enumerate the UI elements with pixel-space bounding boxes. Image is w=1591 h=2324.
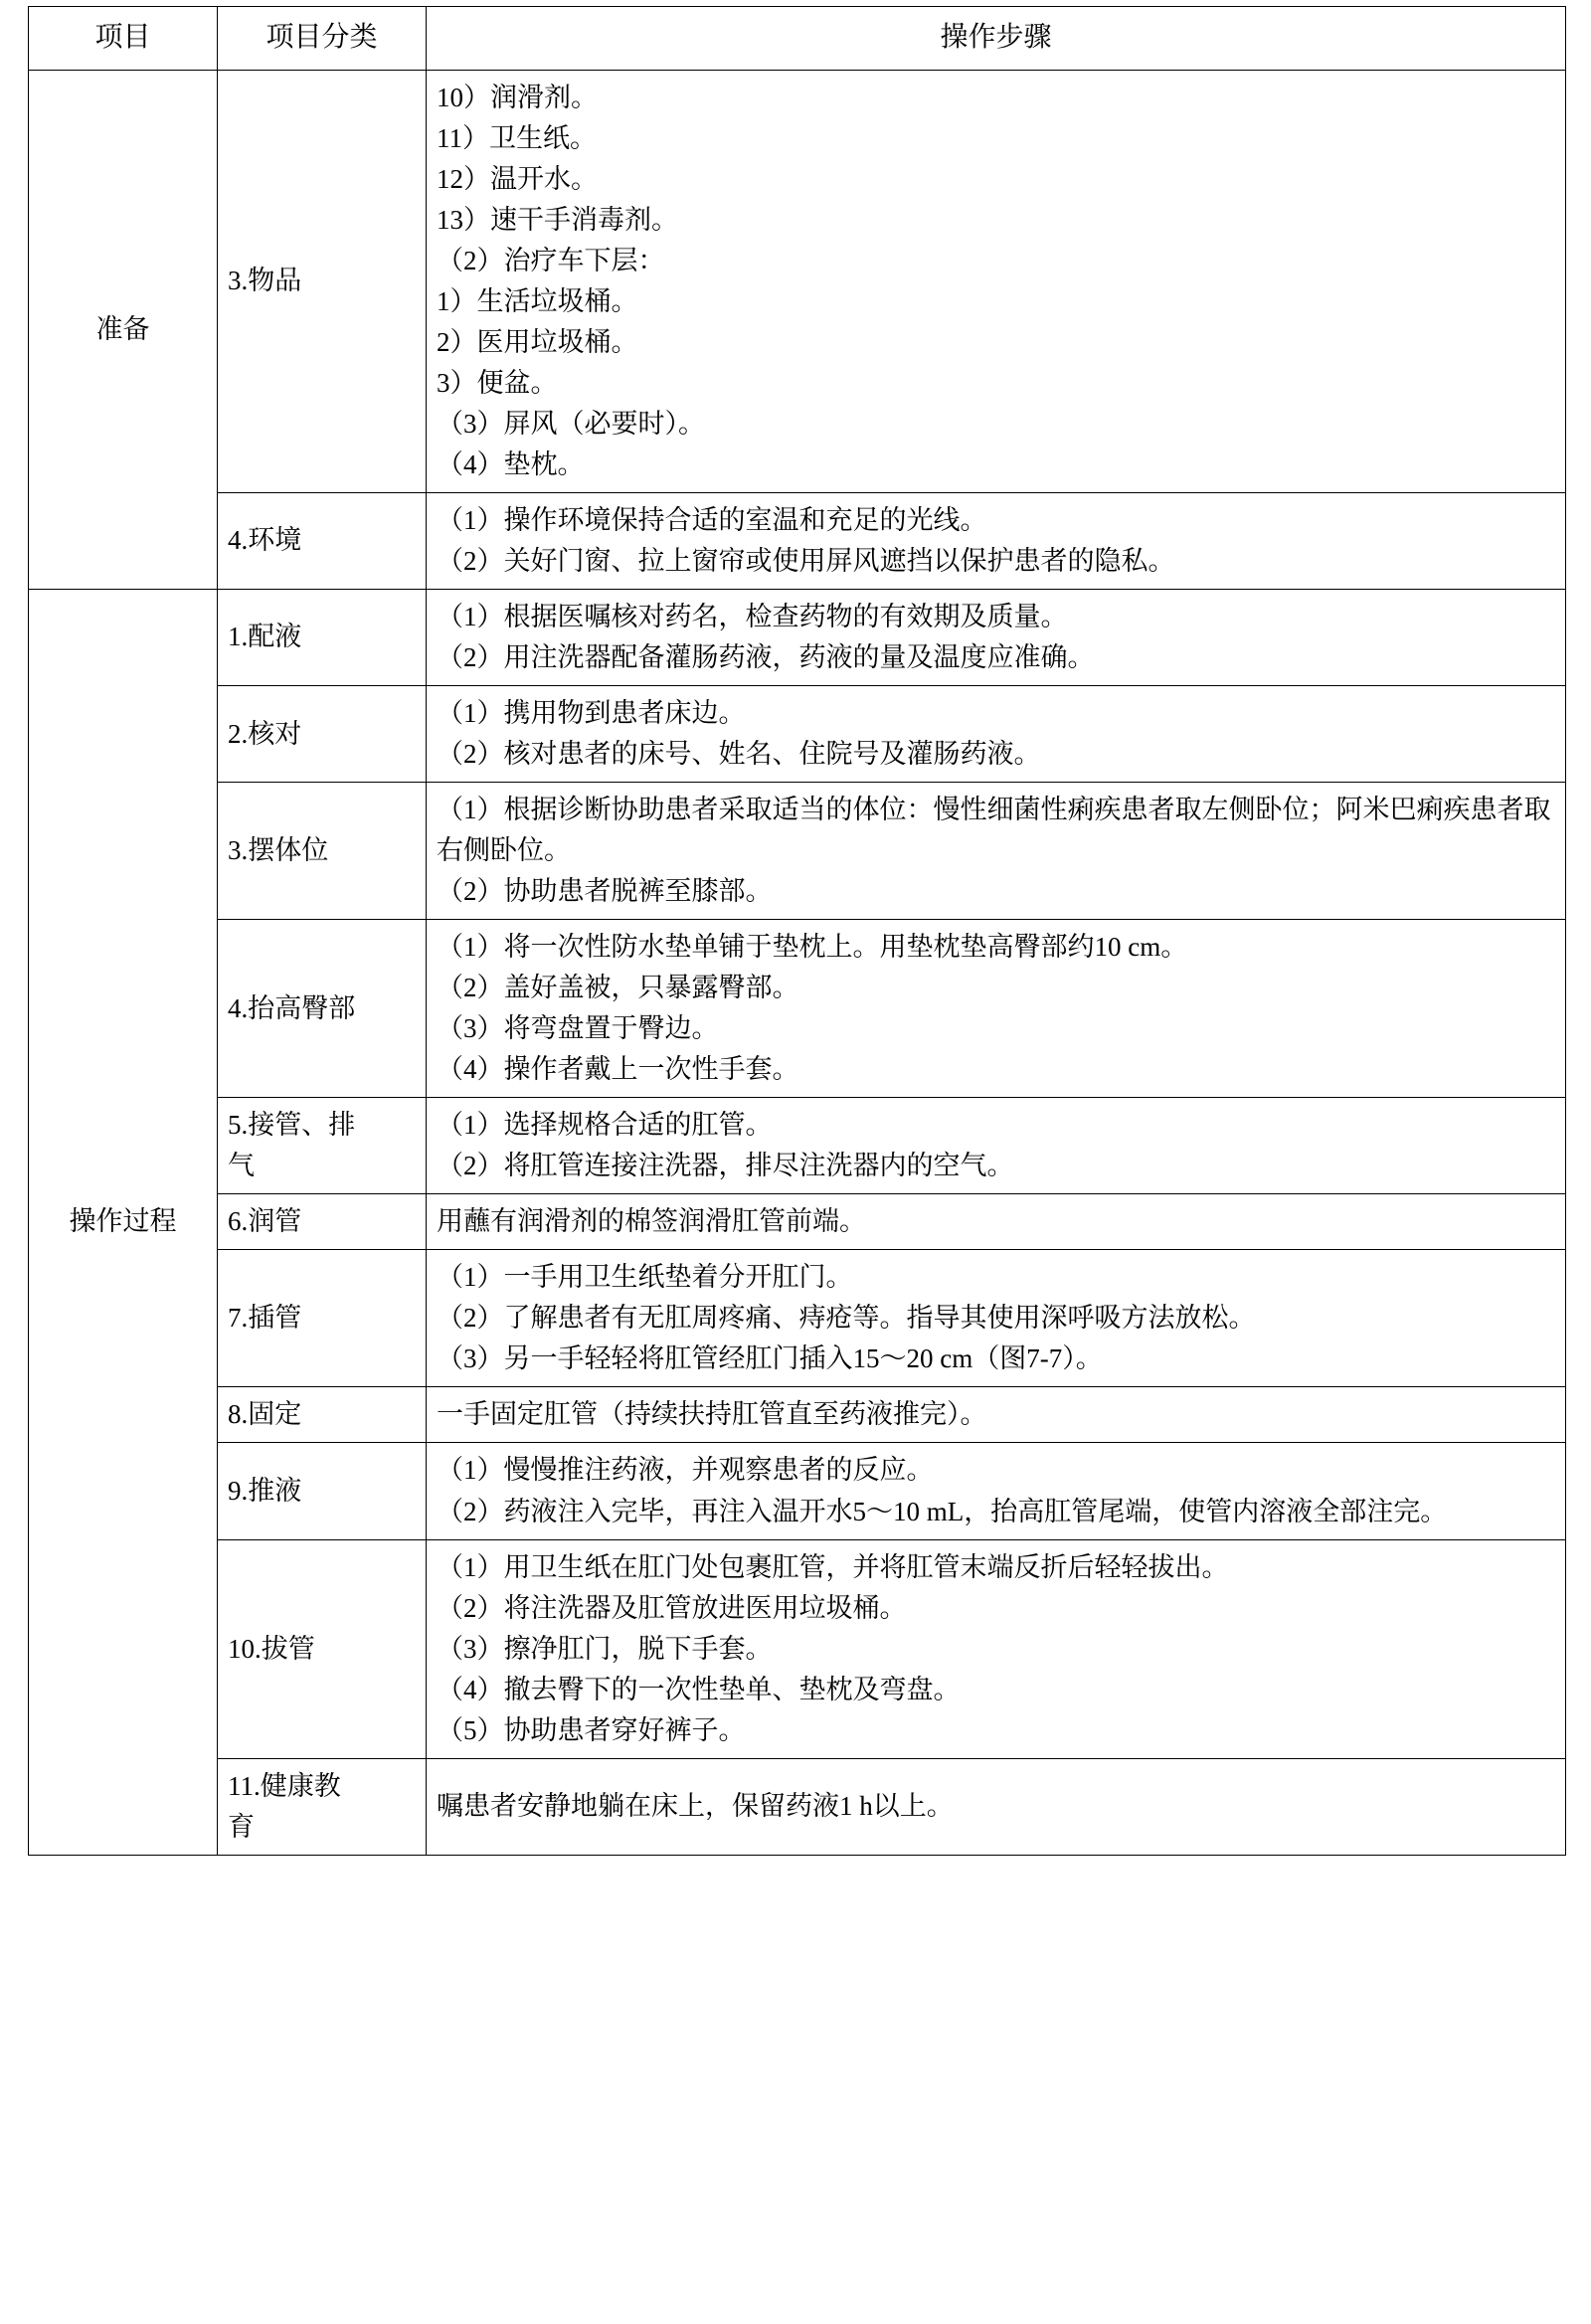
procedure-table bbox=[28, 6, 1566, 1856]
step-line: （1）携用物到患者床边。 bbox=[437, 697, 746, 728]
cell-subitem bbox=[218, 1387, 427, 1443]
cell-steps bbox=[427, 1387, 1566, 1443]
step-line: （2）协助患者脱裤至膝部。 bbox=[437, 876, 773, 907]
cell-subitem bbox=[218, 1250, 427, 1387]
step-line: （1）操作环境保持合适的室温和充足的光线。 bbox=[437, 504, 987, 535]
cell-steps bbox=[427, 70, 1566, 492]
table-row bbox=[29, 1387, 1566, 1443]
table-row bbox=[29, 920, 1566, 1098]
cell-steps bbox=[427, 1758, 1566, 1855]
column-header-item: 项目 bbox=[29, 7, 218, 71]
step-line: （4）撤去臀下的一次性垫单、垫枕及弯盘。 bbox=[437, 1674, 961, 1704]
subitem-line: 5.接管、排 bbox=[228, 1110, 356, 1141]
subitem-line: 4.环境 bbox=[228, 525, 302, 556]
subitem-line: 4.抬高臀部 bbox=[228, 992, 356, 1023]
table-row bbox=[29, 70, 1566, 492]
cell-steps bbox=[427, 1250, 1566, 1387]
table-body bbox=[29, 70, 1566, 1855]
cell-subitem bbox=[218, 685, 427, 782]
cell-category: 准备 bbox=[29, 70, 218, 589]
step-line: （1）用卫生纸在肛门处包裹肛管，并将肛管末端反折后轻轻拔出。 bbox=[437, 1551, 1229, 1582]
step-line: （2）核对患者的床号、姓名、住院号及灌肠药液。 bbox=[437, 739, 1041, 770]
cell-subitem bbox=[218, 589, 427, 685]
subitem-line: 10.拔管 bbox=[228, 1633, 315, 1664]
cell-steps bbox=[427, 920, 1566, 1098]
step-line: （1）选择规格合适的肛管。 bbox=[437, 1110, 773, 1141]
subitem-line: 9.推液 bbox=[228, 1476, 302, 1506]
step-line: （3）屏风（必要时）。 bbox=[437, 408, 705, 439]
step-line: 1）生活垃圾桶。 bbox=[437, 285, 638, 316]
table-row bbox=[29, 1758, 1566, 1855]
cell-category: 操作过程 bbox=[29, 589, 218, 1855]
step-line: 13）速干手消毒剂。 bbox=[437, 204, 678, 235]
table-row bbox=[29, 589, 1566, 685]
step-line: （1）一手用卫生纸垫着分开肛门。 bbox=[437, 1262, 853, 1293]
step-line: 11）卫生纸。 bbox=[437, 122, 597, 153]
step-line: （1）慢慢推注药液，并观察患者的反应。 bbox=[437, 1455, 934, 1486]
step-line: 嘱患者安静地躺在床上，保留药液1 h以上。 bbox=[437, 1791, 954, 1822]
step-line: （3）将弯盘置于臀边。 bbox=[437, 1013, 719, 1044]
table-header bbox=[29, 7, 1566, 71]
step-line: 一手固定肛管（持续扶持肛管直至药液推完）。 bbox=[437, 1399, 987, 1430]
step-line: （3）另一手轻轻将肛管经肛门插入15～20 cm（图7-7）。 bbox=[437, 1343, 1103, 1374]
subitem-line: 2.核对 bbox=[228, 718, 302, 749]
subitem-line: 6.润管 bbox=[228, 1206, 302, 1237]
step-line: （5）协助患者穿好裤子。 bbox=[437, 1714, 746, 1745]
step-line: （2）用注洗器配备灌肠药液，药液的量及温度应准确。 bbox=[437, 641, 1095, 672]
subitem-line: 育 bbox=[228, 1811, 255, 1842]
cell-steps bbox=[427, 589, 1566, 685]
table-row bbox=[29, 1250, 1566, 1387]
column-header-category: 项目分类 bbox=[218, 7, 427, 71]
subitem-line: 3.摆体位 bbox=[228, 835, 329, 866]
cell-subitem bbox=[218, 920, 427, 1098]
step-line: （2）药液注入完毕，再注入温开水5～10 mL，抬高肛管尾端，使管内溶液全部注完。 bbox=[437, 1496, 1448, 1526]
step-line: （1）根据诊断协助患者采取适当的体位：慢性细菌性痢疾患者取左侧卧位；阿米巴痢疾患者取右侧卧位。 bbox=[437, 795, 1551, 866]
table-row bbox=[29, 1443, 1566, 1539]
step-line: （1）根据医嘱核对药名，检查药物的有效期及质量。 bbox=[437, 601, 1068, 631]
step-line: （2）关好门窗、拉上窗帘或使用屏风遮挡以保护患者的隐私。 bbox=[437, 545, 1175, 576]
subitem-line: 11.健康教 bbox=[228, 1770, 341, 1801]
subitem-line: 3.物品 bbox=[228, 266, 302, 296]
cell-steps bbox=[427, 1443, 1566, 1539]
table-row bbox=[29, 492, 1566, 589]
cell-steps bbox=[427, 685, 1566, 782]
cell-subitem bbox=[218, 1098, 427, 1194]
step-line: （2）治疗车下层： bbox=[437, 245, 665, 275]
cell-steps bbox=[427, 1194, 1566, 1250]
cell-steps bbox=[427, 783, 1566, 920]
step-line: 3）便盆。 bbox=[437, 367, 558, 398]
table-row bbox=[29, 1194, 1566, 1250]
cell-subitem bbox=[218, 492, 427, 589]
cell-steps bbox=[427, 1098, 1566, 1194]
cell-steps bbox=[427, 1539, 1566, 1758]
column-header-steps: 操作步骤 bbox=[427, 7, 1566, 71]
cell-subitem bbox=[218, 1194, 427, 1250]
step-line: （2）盖好盖被，只暴露臀部。 bbox=[437, 973, 799, 1003]
step-line: （4）操作者戴上一次性手套。 bbox=[437, 1054, 799, 1085]
subitem-line: 7.插管 bbox=[228, 1303, 302, 1334]
table-row bbox=[29, 1098, 1566, 1194]
step-line: 10）润滑剂。 bbox=[437, 82, 598, 112]
subitem-line: 8.固定 bbox=[228, 1399, 302, 1430]
cell-subitem bbox=[218, 1758, 427, 1855]
cell-subitem bbox=[218, 1443, 427, 1539]
cell-subitem bbox=[218, 783, 427, 920]
step-line: （2）将肛管连接注洗器，排尽注洗器内的空气。 bbox=[437, 1151, 1014, 1181]
cell-subitem bbox=[218, 70, 427, 492]
step-line: 2）医用垃圾桶。 bbox=[437, 326, 638, 357]
header-row bbox=[29, 7, 1566, 71]
step-line: 12）温开水。 bbox=[437, 163, 598, 194]
step-line: （1）将一次性防水垫单铺于垫枕上。用垫枕垫高臀部约10 cm。 bbox=[437, 932, 1188, 963]
step-line: （2）了解患者有无肛周疼痛、痔疮等。指导其使用深呼吸方法放松。 bbox=[437, 1303, 1256, 1334]
subitem-line: 气 bbox=[228, 1151, 255, 1181]
table-row bbox=[29, 1539, 1566, 1758]
step-line: （4）垫枕。 bbox=[437, 448, 585, 479]
table-row bbox=[29, 685, 1566, 782]
subitem-line: 1.配液 bbox=[228, 622, 302, 652]
table-row bbox=[29, 783, 1566, 920]
cell-subitem bbox=[218, 1539, 427, 1758]
step-line: （3）擦净肛门，脱下手套。 bbox=[437, 1633, 773, 1664]
step-line: （2）将注洗器及肛管放进医用垃圾桶。 bbox=[437, 1592, 907, 1623]
step-line: 用蘸有润滑剂的棉签润滑肛管前端。 bbox=[437, 1206, 866, 1237]
cell-steps bbox=[427, 492, 1566, 589]
